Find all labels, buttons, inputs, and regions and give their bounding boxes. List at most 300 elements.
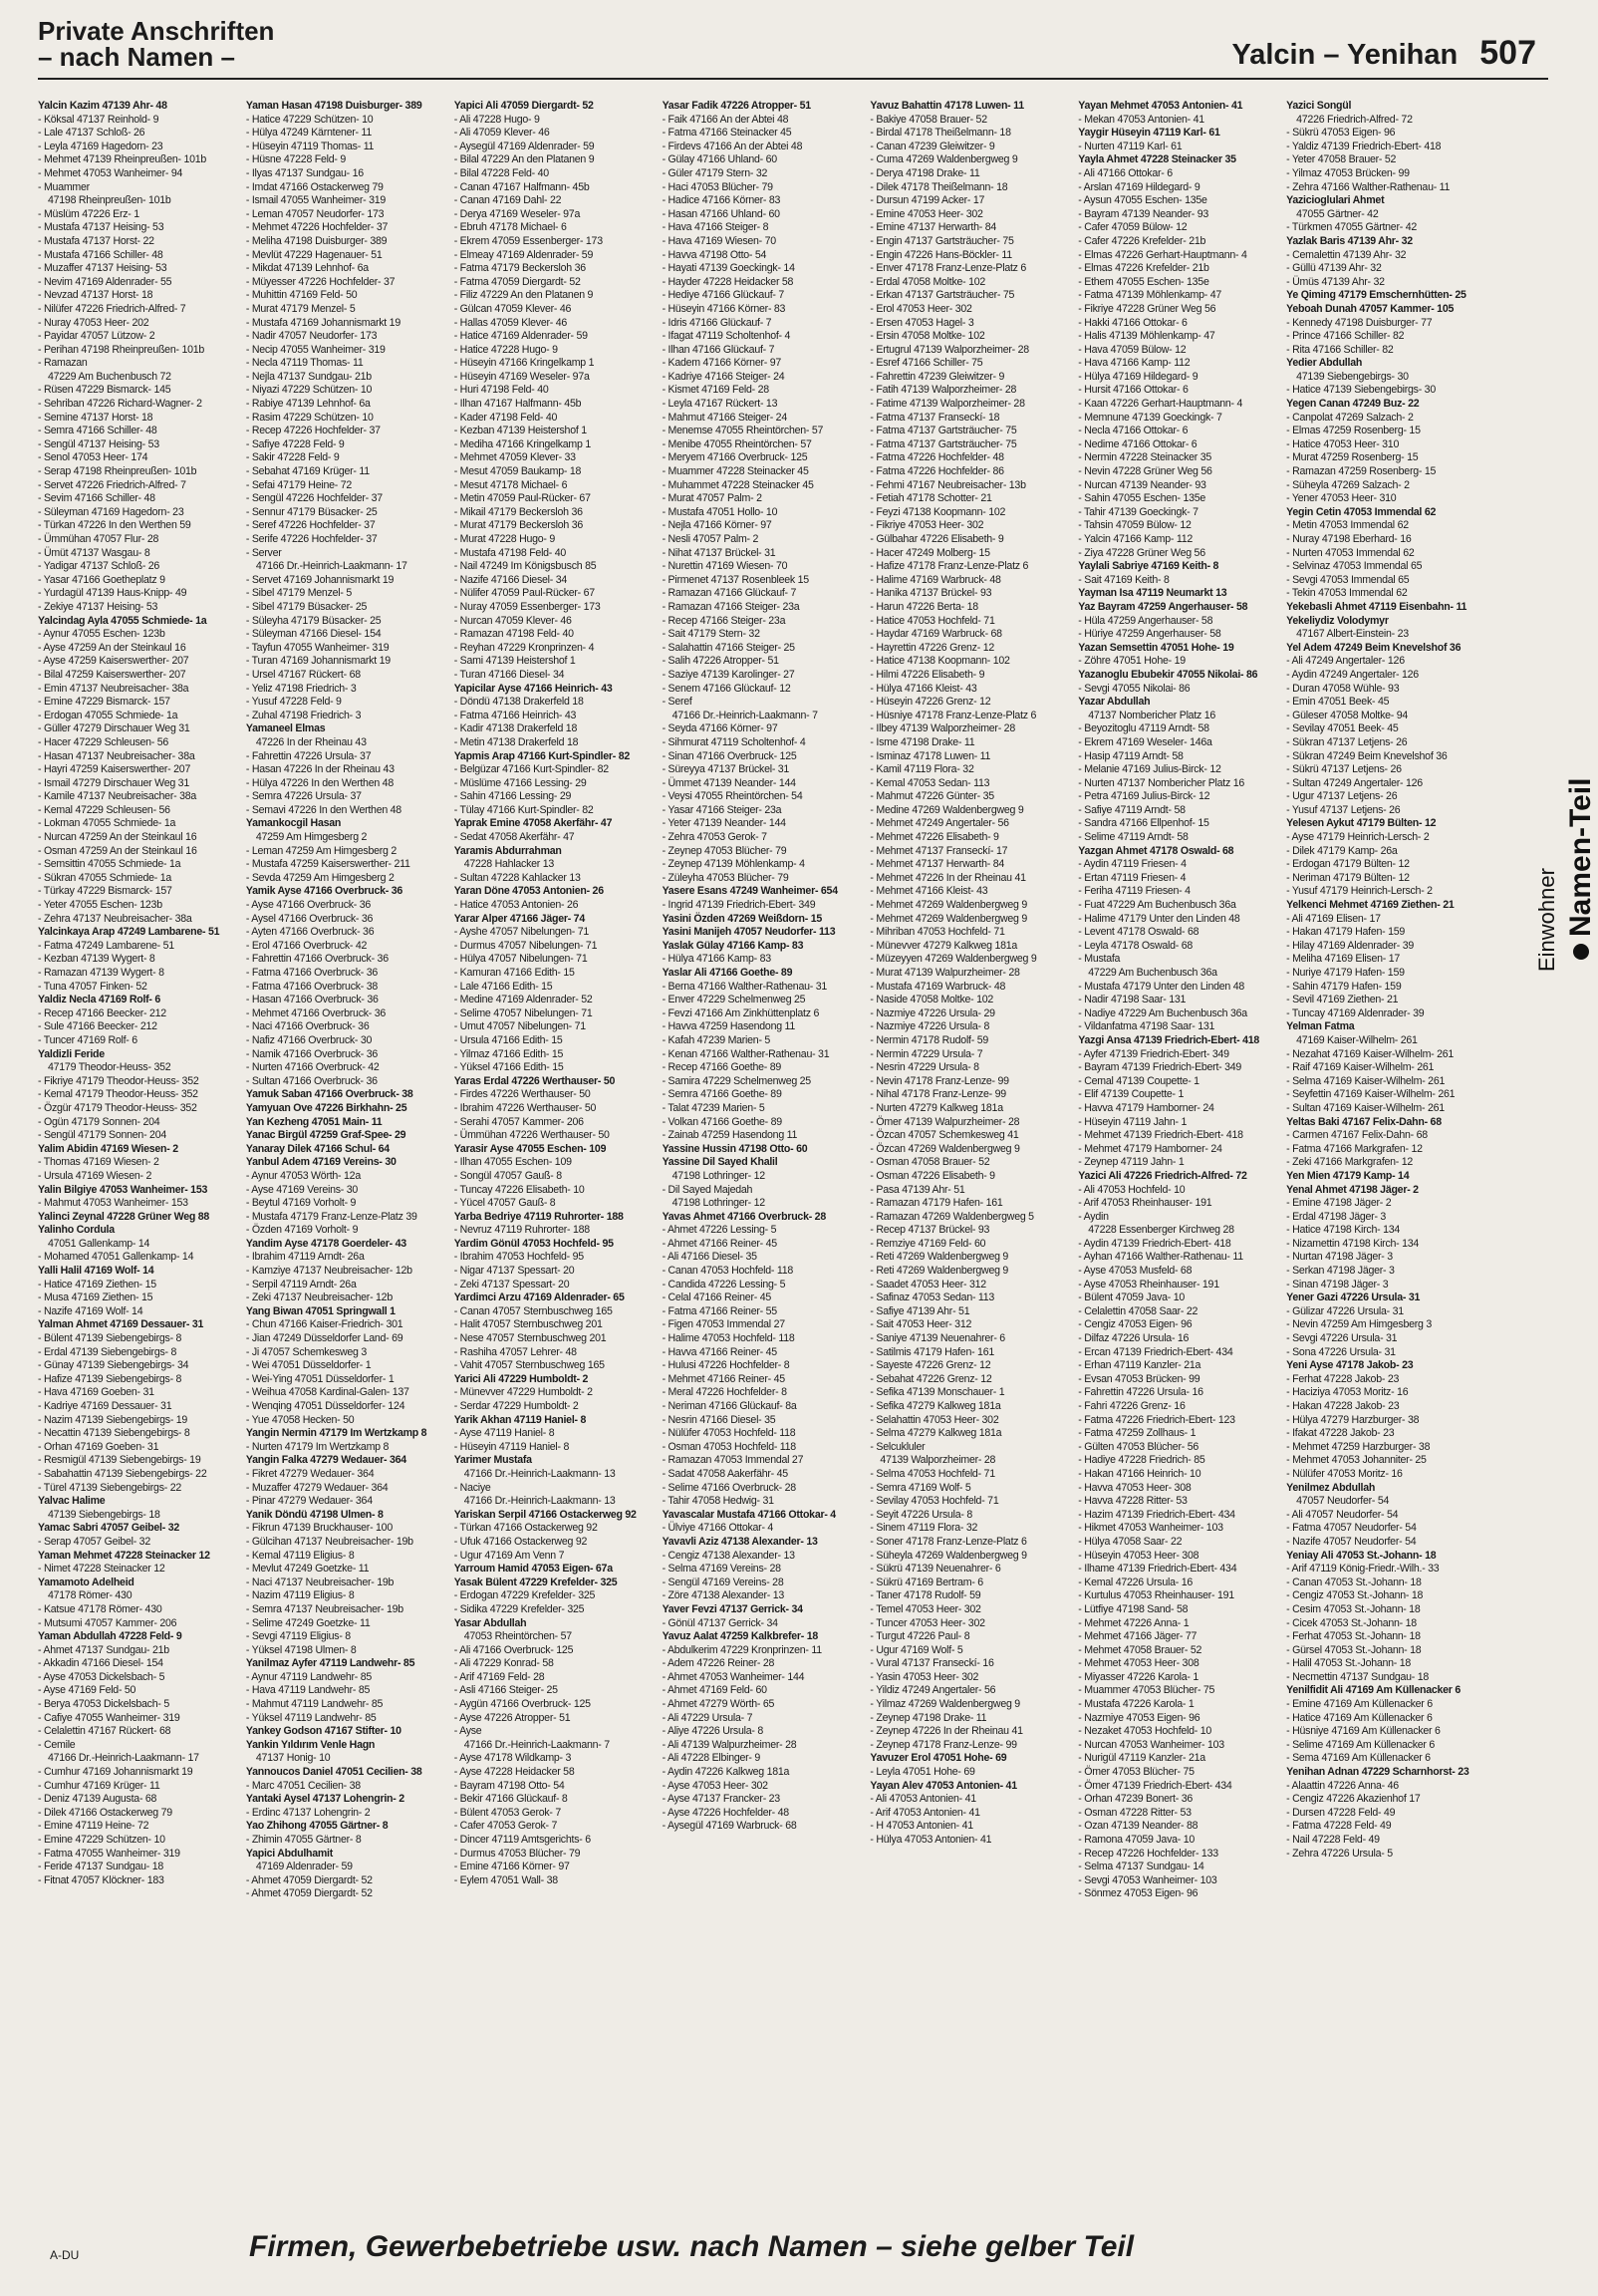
listing-entry: - Muammer 47228 Steinacker 45 (662, 465, 809, 478)
listing-entry: - Niyazi 47229 Schützen- 10 (245, 384, 373, 397)
listing-entry: - Nihat 47137 Brückel- 31 (662, 546, 776, 559)
listing-entry: - Dursen 47228 Feld- 49 (1286, 1806, 1396, 1819)
listing-entry: Yelkenci Mehmet 47169 Ziethen- 21 (1286, 899, 1455, 912)
listing-entry: - Halime 47179 Unter den Linden 48 (1078, 912, 1240, 925)
listing-entry: - Kamile 47137 Neubreisacher- 38a (38, 790, 196, 803)
listing-entry: - Ogün 47179 Sonnen- 204 (38, 1115, 160, 1128)
listing-entry: - Ülviye 47166 Ottokar- 4 (662, 1522, 774, 1535)
listing-entry: Yaslak Gülay 47166 Kamp- 83 (662, 939, 804, 952)
listing-entry: - Fitnat 47057 Klöckner- 183 (38, 1873, 164, 1886)
listing-entry: - Kafah 47239 Marien- 5 (662, 1033, 771, 1046)
listing-entry: - Kader 47198 Feld- 40 (453, 411, 558, 424)
listing-entry: - Perihan 47198 Rheinpreußen- 101b (38, 343, 205, 356)
listing-entry: - Türel 47139 Siebengebirgs- 22 (38, 1481, 181, 1494)
listing-column (246, 100, 448, 2222)
side-tab-svg (1526, 558, 1594, 977)
listing-entry: - Arif 47119 König-Friedr.-Wilh.- 33 (1286, 1563, 1440, 1576)
listing-entry: - Musa 47169 Ziethen- 15 (38, 1292, 153, 1304)
listing-entry: 47139 Siebengebirgs- 30 (1296, 370, 1409, 383)
listing-entry: - Zehra 47166 Walther-Rathenau- 11 (1286, 180, 1451, 193)
listing-entry: 47167 Albert-Einstein- 23 (1296, 628, 1409, 641)
listing-entry: - Ugur 47169 Am Venn 7 (453, 1549, 565, 1562)
listing-entry: - Kemal 47229 Schleusen- 56 (38, 803, 170, 816)
listing-entry: - Gürsel 47053 St.-Johann- 18 (1286, 1643, 1422, 1656)
listing-entry: - Hikmet 47053 Wanheimer- 103 (1078, 1522, 1223, 1535)
listing-entry: - Deniz 47139 Augusta- 68 (38, 1793, 157, 1806)
listing-entry: - Ercan 47139 Friedrich-Ebert- 434 (1078, 1345, 1233, 1358)
listing-entry: - Müyesser 47226 Hochfelder- 37 (245, 275, 396, 288)
listing-entry: - Ilhan 47055 Eschen- 109 (453, 1156, 572, 1169)
listing-entry: - Cumhur 47169 Johannismarkt 19 (38, 1766, 193, 1779)
listing-entry: - Safiye 47139 Ahr- 51 (870, 1304, 970, 1317)
listing-entry: - Kadem 47166 Körner- 97 (662, 357, 781, 370)
listing-entry: - Sibel 47179 Menzel- 5 (245, 587, 352, 600)
listing-entry: Yazar Abdullah (1078, 696, 1151, 709)
listing-entry: - Ekrem 47059 Essenberger- 173 (453, 234, 603, 247)
listing-entry: - Resmigül 47139 Siebengebirgs- 19 (38, 1454, 201, 1467)
listing-entry: - Yasar 47166 Goetheplatz 9 (38, 573, 165, 586)
listing-entry: Yardimci Arzu 47169 Aldenrader- 65 (453, 1292, 625, 1304)
listing-entry: - Adem 47226 Reiner- 28 (662, 1657, 775, 1670)
listing-entry: - Leyla 47051 Hohe- 69 (870, 1766, 975, 1779)
listing-entry: - Mehmet 47166 Jäger- 77 (1078, 1630, 1198, 1643)
listing-entry: - Mehmet 47259 Harzburger- 38 (1286, 1440, 1431, 1453)
listing-entry: - Hüseyin 47119 Jahn- 1 (1078, 1115, 1188, 1128)
listing-entry: - Filiz 47229 An den Platanen 9 (453, 289, 594, 302)
listing-entry: 47166 Dr.-Heinrich-Laakmann- 17 (48, 1752, 199, 1765)
listing-entry: - Esref 47166 Schiller- 75 (870, 357, 983, 370)
listing-entry: - Hatice 47198 Kirch- 134 (1286, 1224, 1401, 1237)
listing-entry: - Kadir 47138 Drakerfeld 18 (453, 722, 578, 735)
listing-entry: - Meryem 47166 Overbruck- 125 (662, 451, 808, 464)
listing-entry: - Wenqing 47051 Düsseldorfer- 124 (245, 1400, 405, 1412)
listing-entry: - Memnune 47139 Goeckingk- 7 (1078, 411, 1222, 424)
listing-entry: - Yasin 47053 Heer- 302 (870, 1670, 979, 1683)
listing-entry: - Aydin 47139 Friedrich-Ebert- 418 (1078, 1237, 1231, 1250)
listing-entry: 47198 Rheinpreußen- 101b (48, 194, 171, 207)
listing-entry: - Menemse 47055 Rheintörchen- 57 (662, 425, 824, 437)
listing-entry: Yarroum Hamid 47053 Eigen- 67a (453, 1563, 613, 1576)
listing-entry: - Sevim 47166 Schiller- 48 (38, 492, 155, 505)
listing-entry: 47179 Theodor-Heuss- 352 (48, 1061, 171, 1074)
listing-entry: - Kemal 47119 Eligius- 8 (245, 1549, 355, 1562)
page-header-right (1231, 34, 1536, 73)
listing-entry: - Vahit 47057 Sternbuschweg 165 (453, 1359, 605, 1372)
listing-entry: - Mehmet 47059 Klever- 33 (453, 451, 576, 464)
listing-entry: - Server (245, 546, 282, 559)
listing-entry: - Ersen 47053 Hagel- 3 (870, 316, 974, 329)
listing-entry: - Arif 47053 Rheinhauser- 191 (1078, 1197, 1212, 1210)
listing-entry: - Nail 47249 Im Königsbusch 85 (453, 560, 597, 573)
listing-entry: - Meral 47226 Hochfelder- 8 (662, 1386, 787, 1399)
listing-entry: - Reti 47269 Waldenbergweg 9 (870, 1251, 1009, 1264)
listing-entry: - Sedat 47058 Akerfähr- 47 (453, 831, 575, 844)
listing-entry: - Erdal 47198 Jäger- 3 (1286, 1210, 1387, 1223)
listing-entry: - Gülcihan 47137 Neubreisacher- 19b (245, 1535, 413, 1548)
listing-entry: - Nevin 47228 Grüner Weg 56 (1078, 465, 1212, 478)
listing-entry: - Elmeay 47169 Aldenrader- 59 (453, 248, 594, 261)
listing-entry: - Necla 47119 Thomas- 11 (245, 357, 364, 370)
listing-entry: - Erol 47166 Overbruck- 42 (245, 939, 368, 952)
listing-entry: - Rashiha 47057 Lehrer- 48 (453, 1345, 577, 1358)
listing-entry: Yanaray Dilek 47166 Schul- 64 (245, 1142, 390, 1155)
listing-entry: - Meliha 47198 Duisburger- 389 (245, 234, 388, 247)
listing-entry: - Ilhame 47139 Friedrich-Ebert- 434 (1078, 1563, 1237, 1576)
listing-entry: - Cemile (38, 1738, 76, 1751)
listing-entry: Yarasir Ayse 47055 Eschen- 109 (453, 1142, 607, 1155)
listing-entry: - Mustafa 47226 Karola- 1 (1078, 1698, 1195, 1711)
listing-entry: - Sengül 47179 Sonnen- 204 (38, 1129, 166, 1142)
listing-entry: - Sinem 47119 Flora- 32 (870, 1522, 978, 1535)
listing-entry: 47226 In der Rheinau 43 (255, 735, 367, 748)
listing-entry: - Nuray 47059 Essenberger- 173 (453, 600, 601, 613)
listing-entry: - Firdes 47226 Werthauser- 50 (453, 1088, 591, 1101)
listing-entry: - Tahir 47058 Hedwig- 31 (662, 1495, 774, 1508)
listing-entry: - Fatma 47166 Steinacker 45 (662, 127, 792, 140)
listing-entry: - Cicek 47053 St.-Johann- 18 (1286, 1616, 1417, 1629)
listing-entry: - Dilek 47178 Theißelmann- 18 (870, 180, 1008, 193)
listing-entry: - Seyit 47226 Ursula- 8 (870, 1508, 973, 1521)
listing-entry: - Kaan 47226 Gerhart-Hauptmann- 4 (1078, 398, 1243, 411)
listing-entry: - Ali 47249 Angertaler- 126 (1286, 655, 1405, 668)
listing-entry: - Yüksel 47166 Edith- 15 (453, 1061, 564, 1074)
listing-entry: 47166 Dr.-Heinrich-Laakmann- 13 (463, 1467, 616, 1480)
side-tab (1526, 558, 1594, 977)
listing-entry: - Gülten 47053 Blücher- 56 (1078, 1440, 1198, 1453)
listing-entry: - Selma 47169 Vereins- 28 (662, 1563, 781, 1576)
listing-entry: - Dursun 47199 Acker- 17 (870, 194, 985, 207)
listing-entry: - Seref (662, 696, 692, 709)
listing-entry: - Hediye 47166 Glückauf- 7 (662, 289, 785, 302)
listing-entry: Yekebasli Ahmet 47119 Eisenbahn- 11 (1286, 600, 1467, 613)
listing-entry: - Halime 47169 Warbruck- 48 (870, 573, 1001, 586)
listing-entry: - Aydin 47226 Kalkweg 181a (662, 1766, 790, 1779)
listing-entry: - Bilal 47228 Feld- 40 (453, 166, 549, 179)
listing-entry: - Ekrem 47169 Weseler- 146a (1078, 735, 1212, 748)
listing-entry: - Ayse 47137 Francker- 23 (662, 1793, 780, 1806)
listing-entry: - Sahin 47166 Lessing- 29 (453, 790, 572, 803)
listing-entry: - Mehmet 47226 Elisabeth- 9 (870, 831, 999, 844)
listing-entry: - Nafiz 47166 Overbruck- 30 (245, 1033, 373, 1046)
listing-entry: - Ahmet 47226 Lessing- 5 (662, 1224, 777, 1237)
listing-entry: - Naci 47137 Neubreisacher- 19b (245, 1576, 395, 1588)
listing-entry: - Nermin 47229 Ursula- 7 (870, 1047, 983, 1060)
listing-entry: Yamac Sabri 47057 Geibel- 32 (38, 1522, 179, 1535)
listing-entry: - Cengiz 47138 Alexander- 13 (662, 1549, 795, 1562)
listing-entry: - Haciziya 47053 Moritz- 16 (1286, 1386, 1409, 1399)
listing-entry: - Sihmurat 47119 Scholtenhof- 4 (662, 735, 806, 748)
listing-entry: - Neriman 47179 Bülten- 12 (1286, 871, 1410, 884)
listing-entry: - Mahmut 47226 Günter- 35 (870, 790, 994, 803)
listing-entry: - Emine 47166 Körner- 97 (453, 1861, 570, 1873)
listing-entry: Yapicilar Ayse 47166 Heinrich- 43 (453, 682, 613, 695)
listing-entry: - Ayse 47119 Haniel- 8 (453, 1427, 555, 1440)
listing-entry: - Safiye 47228 Feld- 9 (245, 437, 345, 450)
listing-entry: - Nurigül 47119 Kanzler- 21a (1078, 1752, 1205, 1765)
listing-entry: - Sefai 47179 Heine- 72 (245, 478, 352, 491)
listing-entry: - Ertugrul 47139 Walporzheimer- 28 (870, 343, 1029, 356)
listing-entry: - Cuma 47269 Waldenbergweg 9 (870, 153, 1018, 166)
listing-entry: - Nejla 47137 Sundgau- 21b (245, 370, 372, 383)
listing-entry: Yazicioglulari Ahmet (1286, 194, 1385, 207)
listing-entry: - Serap 47057 Geibel- 32 (38, 1535, 150, 1548)
listing-entry: - Canan 47053 St.-Johann- 18 (1286, 1576, 1422, 1588)
listing-entry: - Dincer 47119 Amtsgerichts- 6 (453, 1834, 591, 1846)
listing-entry: - Nazim 47139 Siebengebirgs- 19 (38, 1413, 188, 1426)
listing-entry: - Sükrü 47137 Letjens- 26 (1286, 763, 1402, 776)
listing-entry: - Sakir 47228 Feld- 9 (245, 451, 340, 464)
listing-entry: - Mustafa 47137 Heising- 53 (38, 221, 164, 234)
listing-entry: - Sule 47166 Beecker- 212 (38, 1020, 157, 1033)
listing-entry: - Elmas 47259 Rosenberg- 15 (1286, 425, 1421, 437)
listing-entry: - Hasan 47166 Overbruck- 36 (245, 994, 379, 1006)
listing-entry: - Nurten 47053 Immendal 62 (1286, 546, 1415, 559)
listing-entry: - Hava 47059 Bülow- 12 (1078, 343, 1187, 356)
listing-entry: - Nermin 47228 Steinacker 35 (1078, 451, 1212, 464)
side-tab-label-bottom: Namen-Teil (1564, 777, 1594, 937)
listing-entry: - Nurten 47166 Overbruck- 42 (245, 1061, 380, 1074)
listing-entry: Yariskan Serpil 47166 Ostackerweg 92 (453, 1508, 637, 1521)
listing-entry: - Aysegül 47169 Aldenrader- 59 (453, 140, 595, 152)
listing-entry: - Pinar 47279 Wedauer- 364 (245, 1495, 373, 1508)
listing-entry: - Kamziye 47137 Neubreisacher- 12b (245, 1265, 412, 1278)
listing-entry: - Naci 47166 Overbruck- 36 (245, 1020, 370, 1033)
listing-entry: - Günay 47139 Siebengebirgs- 34 (38, 1359, 189, 1372)
listing-entry: - Nadiye 47229 Am Buchenbusch 36a (1078, 1006, 1247, 1019)
listing-entry: - Semavi 47226 In den Werthen 48 (245, 803, 401, 816)
listing-entry: - Tekin 47053 Immendal 62 (1286, 587, 1408, 600)
listing-entry: Yapmis Arap 47166 Kurt-Spindler- 82 (453, 749, 631, 762)
listing-entry: - Lokman 47055 Schmiede- 1a (38, 817, 176, 830)
listing-entry: - Candida 47226 Lessing- 5 (662, 1278, 786, 1291)
listing-entry: - Kenan 47166 Walther-Rathenau- 31 (662, 1047, 830, 1060)
listing-entry: - Sultan 47249 Angertaler- 126 (1286, 776, 1423, 789)
listing-entry: - Ali 47229 Ursula- 7 (662, 1711, 753, 1724)
listing-entry: - Saniye 47139 Neuenahrer- 6 (870, 1332, 1005, 1345)
listing-entry: - Nesli 47057 Palm- 2 (662, 533, 759, 545)
listing-entry: - Ahmet 47059 Diergardt- 52 (245, 1873, 373, 1886)
listing-entry: - Hüseyin 47119 Thomas- 11 (245, 140, 375, 152)
listing-entry: - Yüksel 47119 Landwehr- 85 (245, 1711, 377, 1724)
listing-entry: - Beyozitoglu 47119 Arndt- 58 (1078, 722, 1209, 735)
listing-entry: - Bayram 47139 Friedrich-Ebert- 349 (1078, 1061, 1242, 1074)
listing-entry: - Beytul 47169 Vorholt- 9 (245, 1197, 357, 1210)
listing-column (38, 100, 240, 2222)
listing-entry: - Mustafa 47137 Horst- 22 (38, 234, 154, 247)
listing-entry: Yangin Falka 47279 Wedauer- 364 (245, 1454, 406, 1467)
listing-entry: - Lale 47166 Edith- 15 (453, 980, 553, 993)
listing-entry: Yannoucos Daniel 47051 Cecilien- 38 (245, 1766, 422, 1779)
listing-entry: - Ramazan 47179 Hafen- 161 (870, 1197, 1003, 1210)
listing-entry: - Halime 47053 Hochfeld- 118 (662, 1332, 795, 1345)
listing-entry: Yayan Mehmet 47053 Antonien- 41 (1078, 100, 1243, 112)
listing-entry: - Halil 47053 St.-Johann- 18 (1286, 1657, 1412, 1670)
listing-entry: - Nurtan 47198 Jäger- 3 (1286, 1251, 1393, 1264)
listing-entry: - Hacer 47249 Molberg- 15 (870, 546, 990, 559)
listing-entry: - Levent 47178 Oswald- 68 (1078, 926, 1199, 939)
listing-entry: - Cesim 47053 St.-Johann- 18 (1286, 1602, 1421, 1615)
listing-entry: - Hatice 47053 Heer- 310 (1286, 437, 1400, 450)
listing-entry: - Sevil 47169 Ziethen- 21 (1286, 994, 1399, 1006)
listing-entry: Yenihan Adnan 47229 Scharnhorst- 23 (1286, 1766, 1469, 1779)
listing-entry: - Firdevs 47166 An der Abtei 48 (662, 140, 803, 152)
listing-entry: - Eylem 47051 Wall- 38 (453, 1873, 558, 1886)
listing-entry: 47166 Dr.-Heinrich-Laakmann- 13 (463, 1495, 616, 1508)
listing-entry: - Nazife 47169 Wolf- 14 (38, 1304, 143, 1317)
listing-entry: - Sükrü 47053 Eigen- 96 (1286, 127, 1396, 140)
listing-entry: Yamik Ayse 47166 Overbruck- 36 (245, 885, 403, 898)
listing-entry: - Fatma 47059 Diergardt- 52 (453, 275, 581, 288)
listing-entry: - Ömer 47139 Friedrich-Ebert- 434 (1078, 1779, 1232, 1792)
listing-entry: 47169 Kaiser-Wilhelm- 261 (1296, 1033, 1418, 1046)
footer-note: Firmen, Gewerbebetriebe usw. nach Namen – siehe gelber Teil (249, 2230, 1135, 2263)
listing-entry: - Süleyman 47169 Hagedorn- 23 (38, 505, 184, 518)
listing-entry: - Ali 47229 Konrad- 58 (453, 1657, 554, 1670)
listing-entry: - Zehra 47137 Neubreisacher- 38a (38, 912, 192, 925)
listing-entry: - Haci 47053 Blücher- 79 (662, 180, 773, 193)
listing-entry: Yaman Hasan 47198 Duisburger- 389 (245, 100, 422, 112)
listing-entry: Yarik Akhan 47119 Haniel- 8 (453, 1413, 587, 1426)
listing-entry: - Mustafa 47169 Warbruck- 48 (870, 980, 1006, 993)
listing-entry: - Nesrin 47166 Diesel- 35 (662, 1413, 776, 1426)
listing-entry: 47057 Neudorfer- 54 (1296, 1495, 1390, 1508)
listing-entry: - Rita 47166 Schiller- 82 (1286, 343, 1394, 356)
listing-entry: 47166 Dr.-Heinrich-Laakmann- 7 (671, 709, 818, 721)
listing-entry: - Ahmet 47169 Feld- 60 (662, 1684, 767, 1697)
listing-entry: - Sengül 47137 Heising- 53 (38, 437, 159, 450)
listing-entry: 47166 Dr.-Heinrich-Laakmann- 7 (463, 1738, 610, 1751)
listing-entry: - Hasan 47226 In der Rheinau 43 (245, 763, 395, 776)
listing-entry: - Yildiz 47249 Angertaler- 56 (870, 1684, 996, 1697)
listing-entry: - Sükrü 47139 Neuenahrer- 6 (870, 1563, 1001, 1576)
listing-entry: - Hüseyin 47053 Heer- 308 (1078, 1549, 1199, 1562)
listing-entry: Yeniay Ali 47053 St.-Johann- 18 (1286, 1549, 1437, 1562)
listing-entry: - Celal 47166 Reiner- 45 (662, 1292, 771, 1304)
listing-entry: Yavuz Aalat 47259 Kalkbrefer- 18 (662, 1630, 819, 1643)
listing-entry: - Saadet 47053 Heer- 312 (870, 1278, 986, 1291)
listing-entry: - Fatma 47166 Reiner- 55 (662, 1304, 777, 1317)
listing-entry: - Marc 47051 Cecilien- 38 (245, 1779, 361, 1792)
listing-entry: - Feriha 47119 Friesen- 4 (1078, 885, 1191, 898)
listing-entry: - Semra 47169 Wolf- 5 (870, 1481, 971, 1494)
listing-entry: - Mehmet 47053 Wanheimer- 94 (38, 166, 183, 179)
listing-entry: - Servet 47169 Johannismarkt 19 (245, 573, 395, 586)
listing-entry: - Nurcan 47259 An der Steinkaul 16 (38, 831, 197, 844)
listing-entry: - Salih 47226 Atropper- 51 (662, 655, 779, 668)
listing-entry: - Sinan 47198 Jäger- 3 (1286, 1278, 1389, 1291)
listing-entry: - Müslüme 47166 Lessing- 29 (453, 776, 587, 789)
listing-entry: - Hülya 47053 Antonien- 41 (870, 1834, 992, 1846)
listing-entry: - Necattin 47139 Siebengebirgs- 8 (38, 1427, 190, 1440)
listing-entry: - Aysun 47055 Eschen- 135e (1078, 194, 1207, 207)
listing-column (870, 100, 1072, 2222)
listing-entry: - Serife 47226 Hochfelder- 37 (245, 533, 378, 545)
listing-entry: - Emin 47137 Neubreisacher- 38a (38, 682, 189, 695)
listing-entry: - Bayram 47198 Otto- 54 (453, 1779, 565, 1792)
listing-entry: - Fahri 47226 Grenz- 16 (1078, 1400, 1186, 1412)
listing-entry: - Mohamed 47051 Gallenkamp- 14 (38, 1251, 194, 1264)
listing-entry: - Selvinaz 47053 Immendal 65 (1286, 560, 1423, 573)
listing-entry: - Raif 47169 Kaiser-Wilhelm- 261 (1286, 1061, 1435, 1074)
listing-entry: - Cafer 47059 Bülow- 12 (1078, 221, 1188, 234)
listing-entry: - Kezban 47139 Wygert- 8 (38, 953, 155, 966)
listing-entry: - Ali 47166 Diesel- 35 (662, 1251, 757, 1264)
listing-entry: - Pirmenet 47137 Rosenbleek 15 (662, 573, 809, 586)
listing-entry: - Fatma 47249 Lambarene- 51 (38, 939, 174, 952)
listing-entry: - Tuncay 47226 Elisabeth- 10 (453, 1183, 585, 1196)
listing-entry: - Sengül 47169 Vereins- 28 (662, 1576, 784, 1588)
listing-entry: - Canan 47239 Gleiwitzer- 9 (870, 140, 995, 152)
listing-entry: Yalcindag Ayla 47055 Schmiede- 1a (38, 614, 207, 627)
listing-entry: 47198 Lothringer- 12 (671, 1197, 765, 1210)
listing-entry: - Hadice 47166 Körner- 83 (662, 194, 781, 207)
listing-entry: - Mustafa 47179 Franz-Lenze-Platz 39 (245, 1210, 417, 1223)
listing-entry: - Yue 47058 Hecken- 50 (245, 1413, 355, 1426)
listing-entry: - Berya 47053 Dickelsbach- 5 (38, 1698, 169, 1711)
listing-entry: - Sait 47169 Keith- 8 (1078, 573, 1170, 586)
listing-entry: - Sayeste 47226 Grenz- 12 (870, 1359, 991, 1372)
listing-entry: - Fatma 47226 Hochfelder- 86 (870, 465, 1004, 478)
listing-entry: - Fatma 47226 Hochfelder- 48 (870, 451, 1004, 464)
listing-entry: - Leman 47057 Neudorfer- 173 (245, 207, 385, 220)
listing-entry: - Reyhan 47229 Kronprinzen- 4 (453, 641, 595, 654)
listing-entry: - Ugur 47137 Letjens- 26 (1286, 790, 1398, 803)
listing-entry: - Selime 47119 Arndt- 58 (1078, 831, 1189, 844)
listing-entry: - Ömer 47053 Blücher- 75 (1078, 1766, 1195, 1779)
listing-entry: - Hülya 47166 Kamp- 83 (662, 953, 771, 966)
listing-entry: - Sevgi 47053 Wanheimer- 103 (1078, 1873, 1217, 1886)
listing-entry: - Zeki 47137 Neubreisacher- 12b (245, 1292, 393, 1304)
listing-entry: - Sandra 47166 Ellpenhof- 15 (1078, 817, 1209, 830)
listing-entry: - Zeynep 47226 In der Rheinau 41 (870, 1725, 1023, 1738)
listing-entry: - Neriman 47166 Glückauf- 8a (662, 1400, 797, 1412)
listing-entry: - Isminaz 47178 Luwen- 11 (870, 749, 991, 762)
listing-entry: - Elif 47139 Coupette- 1 (1078, 1088, 1185, 1101)
listing-entry: - Özgür 47179 Theodor-Heuss- 352 (38, 1101, 197, 1114)
listing-entry: - Nurten 47137 Nombericher Platz 16 (1078, 776, 1245, 789)
listing-entry: - Yusuf 47228 Feld- 9 (245, 696, 342, 709)
listing-entry: - Payidar 47057 Lützow- 2 (38, 330, 155, 343)
listing-entry: - Enver 47229 Schelmenweg 25 (662, 994, 806, 1006)
listing-entry: - Tuncer 47169 Rolf- 6 (38, 1033, 137, 1046)
listing-entry: - Erol 47053 Heer- 302 (870, 302, 972, 315)
listing-entry: Yeboah Dunah 47057 Kammer- 105 (1286, 302, 1455, 315)
listing-entry: - Senol 47053 Heer- 174 (38, 451, 148, 464)
listing-entry: - Recep 47226 Hochfelder- 133 (1078, 1847, 1218, 1860)
listing-entry: - Türkan 47226 In den Werthen 59 (38, 519, 191, 532)
listing-entry: - Aynur 47055 Eschen- 123b (38, 628, 165, 641)
listing-entry: - Ilhan 47167 Halfmann- 45b (453, 398, 582, 411)
listing-entry: - Ingrid 47139 Friedrich-Ebert- 349 (662, 899, 816, 912)
listing-entry: Yaylali Sabriye 47169 Keith- 8 (1078, 560, 1219, 573)
listing-entry: Yazlak Baris 47139 Ahr- 32 (1286, 234, 1413, 247)
listing-entry: - Ali 47057 Neudorfer- 54 (1286, 1508, 1399, 1521)
listing-entry: - Mahmut 47119 Landwehr- 85 (245, 1698, 384, 1711)
listing-entry: - Özcan 47269 Waldenbergweg 9 (870, 1142, 1020, 1155)
listing-entry: - Serahi 47057 Kammer- 206 (453, 1115, 584, 1128)
listing-entry: Yarici Ali 47229 Humboldt- 2 (453, 1372, 589, 1385)
listing-entry: - Ilhan 47166 Glückauf- 7 (662, 343, 775, 356)
listing-entry: Yenal Ahmet 47198 Jäger- 2 (1286, 1183, 1419, 1196)
listing-entry: 47166 Dr.-Heinrich-Laakmann- 17 (255, 560, 407, 573)
listing-entry: Yasar Fadik 47226 Atropper- 51 (662, 100, 811, 112)
listing-entry: - Huri 47198 Feld- 40 (453, 384, 549, 397)
listing-entry: - Erdogan 47055 Schmiede- 1a (38, 709, 178, 721)
listing-entry: - Fatma 47228 Feld- 49 (1286, 1820, 1392, 1833)
listing-entry: - Sait 47053 Heer- 312 (870, 1318, 972, 1331)
listing-entry: - Hüsniye 47169 Am Küllenacker 6 (1286, 1725, 1441, 1738)
listing-entry: - Ebruh 47178 Michael- 6 (453, 221, 567, 234)
